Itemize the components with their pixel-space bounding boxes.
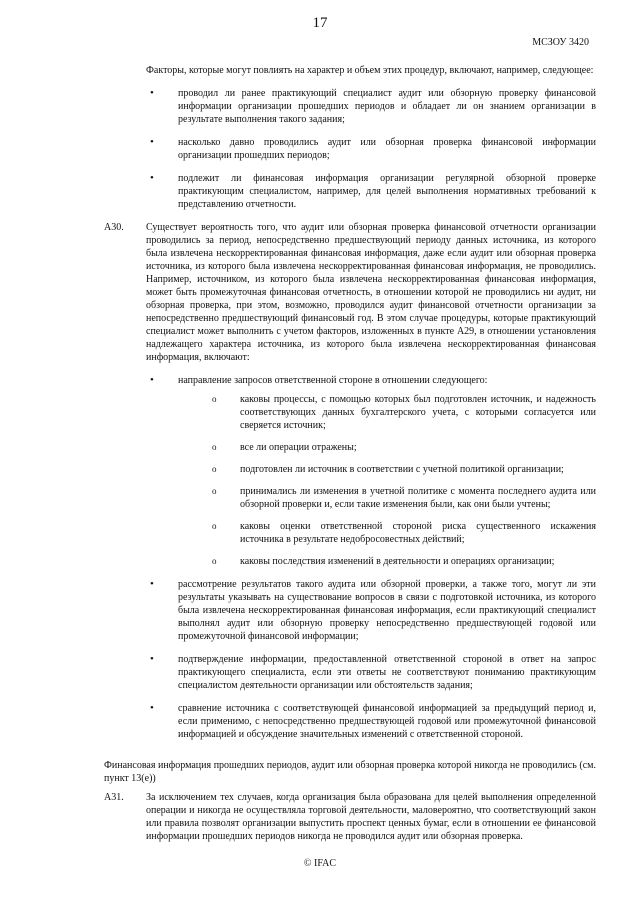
paragraph-text: За исключением тех случаев, когда организация была образована для целей выполнения определенной операции и никогда не осуществляла торговой деятельности, маловероятно, что соответствующий закон или правила позволят организации выпустить проспект ценных бумаг, если в отношении ее финансовой информации прошедших периодов никогда не проводился аудит или обзорная проверка.: [146, 792, 596, 842]
list-item: • подтверждение информации, предоставленной ответственной стороной в ответ на запрос практикующего специалиста, если эти ответы не соответствуют пониманию практикующим специалистом деятельности организации или обстоятельств задания;: [146, 653, 596, 692]
intro-bullet-list: [146, 87, 596, 211]
paragraph-a31: [104, 791, 596, 843]
paragraph-number: A30.: [104, 222, 124, 233]
a30-bullet-list: [146, 374, 596, 741]
document-code: МСЗОУ 3420: [532, 37, 589, 48]
list-item: • проводил ли ранее практикующий специалист аудит или обзорную проверку финансовой информации организации прошедших периодов и обладает ли он знанием организации в результате выполнения такого задания;: [146, 87, 596, 126]
page-number: 17: [312, 15, 328, 31]
list-item: [146, 374, 596, 568]
sub-list-item: o каковы последствия изменений в деятельности и операциях организации;: [210, 555, 596, 568]
paragraph-a30: [104, 221, 596, 751]
section-heading: Финансовая информация прошедших периодов, аудит или обзорная проверка которой никогда не проводились (см. пункт 13(e)): [104, 760, 596, 784]
paragraph-number: A31.: [104, 792, 124, 803]
list-item: • подлежит ли финансовая информация организации регулярной обзорной проверке практикующим специалистом, например, для целей выполнения нормативных требований к представлению отчетности.: [146, 172, 596, 211]
intro-paragraph: Факторы, которые могут повлиять на характер и объем этих процедур, включают, например, следующее:: [146, 65, 594, 76]
sub-list-item: o каковы процессы, с помощью которых был подготовлен источник, и надежность соответствующих данных бухгалтерского учета, с которыми согласуется или сверяется источник;: [210, 393, 596, 432]
document-body: [104, 64, 596, 843]
list-item: • рассмотрение результатов такого аудита или обзорной проверки, а также того, могут ли эти результаты указывать на существование вопросов в связи с подготовкой источника, из которого была извлечена нескорректированная финансовая информация, если практикующий специалист выполнял аудит или обзорную проверку непосредственно предшествующей годовой или промежуточной финансовой информации;: [146, 578, 596, 643]
sub-list-item: o подготовлен ли источник в соответствии с учетной политикой организации;: [210, 463, 596, 476]
copyright-footer: © IFAC: [303, 858, 337, 869]
list-item: • сравнение источника с соответствующей финансовой информацией за предыдущий период и, если применимо, с непосредственно предшествующей годовой или промежуточной финансовой информацией и обсуждение значительных изменений с ответственной стороной.: [146, 702, 596, 741]
list-item-text: направление запросов ответственной стороне в отношении следующего:: [178, 375, 488, 386]
paragraph-text: Существует вероятность того, что аудит или обзорная проверка финансовой отчетности организации проводились за период, непосредственно предшествующий периоду данных источника, из которого была извлечена нескорректированная финансовая информация, даже если аудит или обзорная проверка источника, из которого была извлечена нескорректированная финансовая информация, не проводились. Например, источником, из которого была извлечена нескорректированная финансовая информация, может быть промежуточная финансовая отчетность, в отношении которой не проводились ни аудит, ни обзорная проверка, при этом, возможно, проводился аудит финансовой отчетности организации за непосредственно предшествующий финансовый год. В этом случае процедуры, которые практикующий специалист может выполнить с учетом факторов, изложенных в пункте A29, в отношении установления надлежащего характера источника, из которого была извлечена нескорректированная финансовая информация, включают:: [146, 222, 596, 363]
sub-list: [210, 393, 596, 568]
sub-list-item: o принимались ли изменения в учетной политике с момента последнего аудита или обзорной проверки и, если такие изменения были, как они были учтены;: [210, 485, 596, 511]
list-item: • насколько давно проводились аудит или обзорная проверка финансовой информации организации прошедших периодов;: [146, 136, 596, 162]
sub-list-item: o каковы оценки ответственной стороной риска существенного искажения источника в результате недобросовестных действий;: [210, 520, 596, 546]
sub-list-item: o все ли операции отражены;: [210, 441, 596, 454]
